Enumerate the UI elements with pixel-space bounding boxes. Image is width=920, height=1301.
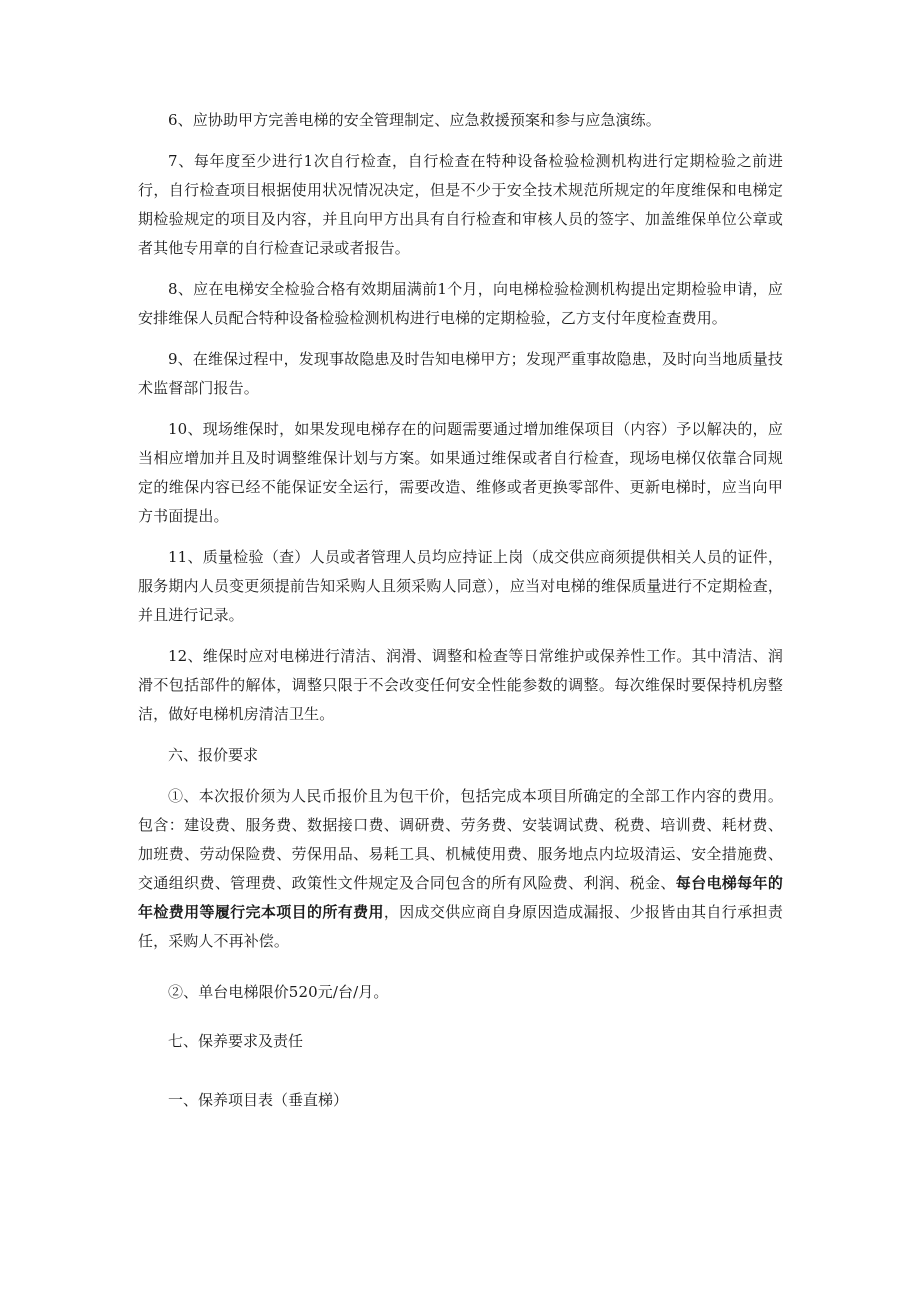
document-body (138, 106, 783, 1115)
pricing-item-2: ②、单台电梯限价520元/台/月。 (168, 983, 389, 1001)
paragraph-item-7: 7、每年度至少进行1次自行检查，自行检查在特种设备检验检测机构进行定期检验之前进行，自行检查项目根据使用状况情况决定，但是不少于安全技术规范所规定的年度维保和电梯定期检验规定的项目及内容，并且向甲方出具有自行检查和审核人员的签字、加盖维保单位公章或者其他专用章的自行检查记录或者报告。 (138, 152, 783, 257)
subsection-heading-maintenance-table: 一、保养项目表（垂直梯） (168, 1091, 349, 1109)
pricing-item-1-text-b: ，因成交供应商自身原因造成漏报、少报皆由其自行承担责任，采购人不再补偿。 (138, 903, 783, 950)
pricing-item-1-text-a: ①、本次报价须为人民币报价且为包干价，包括完成本项目所确定的全部工作内容的费用。包含：建设费、服务费、数据接口费、调研费、劳务费、安装调试费、税费、培训费、耗材费、加班费、劳动保险费、劳保用品、易耗工具、机械使用费、服务地点内垃圾清运、安全措施费、交通组织费、管理费、政策性文件规定及合同包含的所有风险费、利润、税金、 (138, 787, 783, 892)
paragraph-item-6: 6、应协助甲方完善电梯的安全管理制定、应急救援预案和参与应急演练。 (168, 111, 661, 129)
paragraph-item-8: 8、应在电梯安全检验合格有效期届满前1个月，向电梯检验检测机构提出定期检验申请，应安排维保人员配合特种设备检验检测机构进行电梯的定期检验，乙方支付年度检查费用。 (138, 280, 783, 327)
paragraph-item-9: 9、在维保过程中，发现事故隐患及时告知电梯甲方；发现严重事故隐患，及时向当地质量技术监督部门报告。 (138, 350, 783, 397)
pricing-item-1-bold: 每台电梯每年的年检费用等履行完本项目的所有费用 (138, 874, 783, 921)
section-heading-pricing: 六、报价要求 (168, 746, 259, 764)
paragraph-item-10: 10、现场维保时，如果发现电梯存在的问题需要通过增加维保项目（内容）予以解决的，应当相应增加并且及时调整维保计划与方案。如果通过维保或者自行检查，现场电梯仅依靠合同规定的维保内容已经不能保证安全运行，需要改造、维修或者更换零部件、更新电梯时，应当向甲方书面提出。 (138, 420, 783, 525)
pricing-item-1 (138, 782, 783, 956)
paragraph-item-12: 12、维保时应对电梯进行清洁、润滑、调整和检查等日常维护或保养性工作。其中清洁、润滑不包括部件的解体，调整只限于不会改变任何安全性能参数的调整。每次维保时要保持机房整洁，做好电梯机房清洁卫生。 (138, 647, 783, 723)
section-heading-maintenance: 七、保养要求及责任 (168, 1032, 304, 1050)
paragraph-item-11: 11、质量检验（查）人员或者管理人员均应持证上岗（成交供应商须提供相关人员的证件，服务期内人员变更须提前告知采购人且须采购人同意），应当对电梯的维保质量进行不定期检查，并且进行记录。 (138, 548, 783, 624)
